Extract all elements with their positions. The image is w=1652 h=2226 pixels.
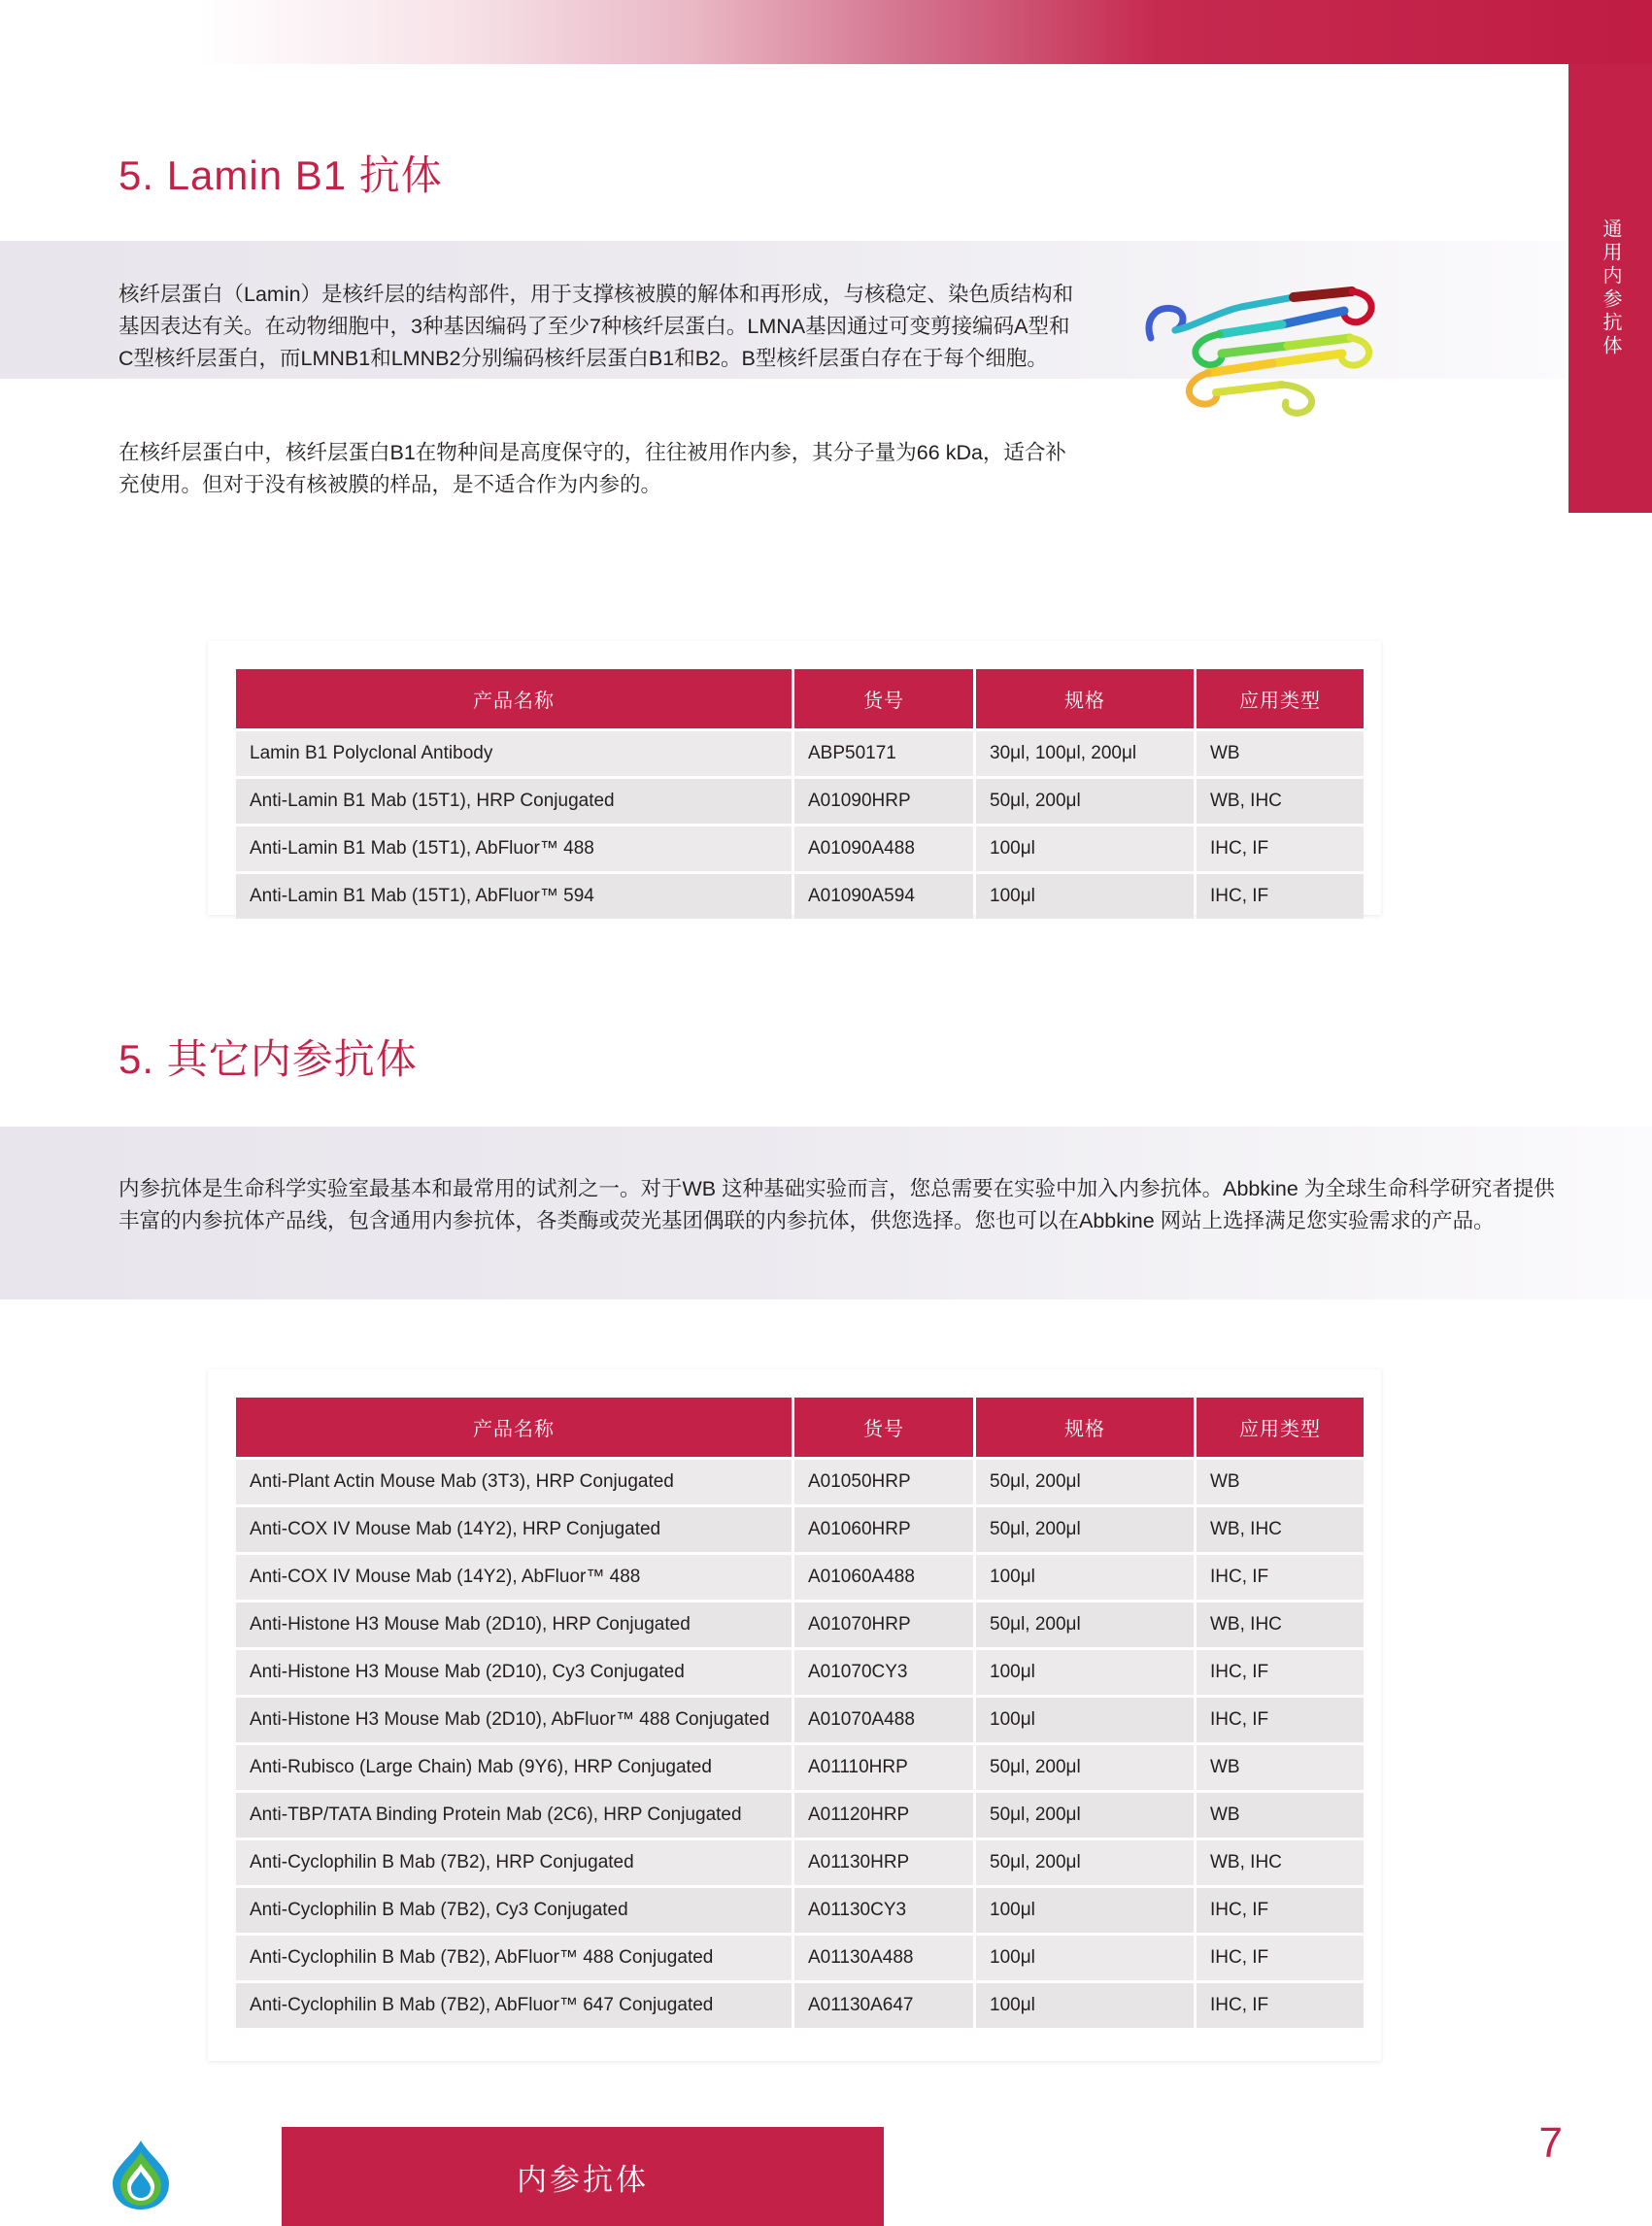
cell-catalog-number: ABP50171 (794, 731, 973, 776)
cell-application: IHC, IF (1197, 1983, 1364, 2028)
cell-specification: 50μl, 200μl (976, 1793, 1194, 1838)
th-specification: 规格 (976, 1398, 1194, 1457)
product-table-2 (233, 1395, 1366, 2031)
cell-application: WB (1197, 731, 1364, 776)
table-row (236, 1745, 1364, 1790)
cell-specification: 50μl, 200μl (976, 1460, 1194, 1504)
th-application: 应用类型 (1197, 669, 1364, 728)
cell-product-name: Lamin B1 Polyclonal Antibody (236, 731, 792, 776)
cell-product-name: Anti-Histone H3 Mouse Mab (2D10), Cy3 Conjugated (236, 1650, 792, 1695)
th-catalog-number: 货号 (794, 1398, 973, 1457)
th-application: 应用类型 (1197, 1398, 1364, 1457)
cell-catalog-number: A01130HRP (794, 1840, 973, 1885)
cell-specification: 100μl (976, 1936, 1194, 1980)
cell-catalog-number: A01120HRP (794, 1793, 973, 1838)
table-row (236, 1888, 1364, 1933)
cell-product-name: Anti-Lamin B1 Mab (15T1), AbFluor™ 594 (236, 874, 792, 919)
cell-application: IHC, IF (1197, 1936, 1364, 1980)
cell-specification: 50μl, 200μl (976, 1840, 1194, 1885)
cell-application: IHC, IF (1197, 1650, 1364, 1695)
table-row (236, 1507, 1364, 1552)
cell-application: WB, IHC (1197, 1602, 1364, 1647)
cell-catalog-number: A01110HRP (794, 1745, 973, 1790)
table-row (236, 1983, 1364, 2028)
table-row (236, 1650, 1364, 1695)
product-table-1 (233, 666, 1366, 922)
cell-specification: 100μl (976, 826, 1194, 871)
cell-product-name: Anti-COX IV Mouse Mab (14Y2), AbFluor™ 488 (236, 1555, 792, 1600)
cell-product-name: Anti-COX IV Mouse Mab (14Y2), HRP Conjugated (236, 1507, 792, 1552)
cell-catalog-number: A01090HRP (794, 779, 973, 824)
cell-specification: 100μl (976, 1698, 1194, 1742)
intro-paragraph-1: 核纤层蛋白（Lamin）是核纤层的结构部件，用于支撑核被膜的解体和再形成，与核稳定、染色质结构和基因表达有关。在动物细胞中，3种基因编码了至少7种核纤层蛋白。LMNA基因通过可变剪接编码A型和C型核纤层蛋白，而LMNB1和LMNB2分别编码核纤层蛋白B1和B2。B型核纤层蛋白存在于每个细胞。 (118, 283, 1074, 370)
table-row (236, 1698, 1364, 1742)
intro-paragraph-3: 内参抗体是生命科学实验室最基本和最常用的试剂之一。对于WB 这种基础实验而言，您总需要在实验中加入内参抗体。Abbkine 为全球生命科学研究者提供丰富的内参抗体产品线，包含通用内参抗体，各类酶或荧光基团偶联的内参抗体，供您选择。您也可以在Abbkine 网站上选择满足您实验需求的产品。 (118, 1177, 1555, 1232)
cell-catalog-number: A01130A647 (794, 1983, 973, 2028)
intro-paragraph-2: 在核纤层蛋白中，核纤层蛋白B1在物种间是高度保守的，往往被用作内参，其分子量为66 kDa，适合补充使用。但对于没有核被膜的样品，是不适合作为内参的。 (118, 441, 1066, 496)
cell-catalog-number: A01050HRP (794, 1460, 973, 1504)
cell-product-name: Anti-Rubisco (Large Chain) Mab (9Y6), HRP Conjugated (236, 1745, 792, 1790)
cell-product-name: Anti-TBP/TATA Binding Protein Mab (2C6), HRP Conjugated (236, 1793, 792, 1838)
cell-specification: 50μl, 200μl (976, 1745, 1194, 1790)
cell-application: WB (1197, 1460, 1364, 1504)
cell-application: IHC, IF (1197, 1888, 1364, 1933)
cell-catalog-number: A01060HRP (794, 1507, 973, 1552)
abbkine-logo-icon (101, 2135, 181, 2214)
cell-application: IHC, IF (1197, 826, 1364, 871)
cell-catalog-number: A01090A488 (794, 826, 973, 871)
side-tab (1568, 64, 1652, 513)
cell-application: IHC, IF (1197, 1698, 1364, 1742)
cell-catalog-number: A01070HRP (794, 1602, 973, 1647)
cell-catalog-number: A01090A594 (794, 874, 973, 919)
cell-product-name: Anti-Cyclophilin B Mab (7B2), AbFluor™ 647 Conjugated (236, 1983, 792, 2028)
th-catalog-number: 货号 (794, 669, 973, 728)
section-title-other-antibodies: 5. 其它内参抗体 (118, 1036, 418, 1082)
cell-product-name: Anti-Lamin B1 Mab (15T1), HRP Conjugated (236, 779, 792, 824)
table-row (236, 1555, 1364, 1600)
footer-bar (282, 2127, 884, 2226)
cell-specification: 100μl (976, 874, 1194, 919)
cell-application: WB, IHC (1197, 1507, 1364, 1552)
cell-product-name: Anti-Cyclophilin B Mab (7B2), AbFluor™ 488 Conjugated (236, 1936, 792, 1980)
table-row (236, 1936, 1364, 1980)
table-row (236, 1840, 1364, 1885)
table-header-row (236, 669, 1364, 728)
table-row (236, 779, 1364, 824)
cell-application: IHC, IF (1197, 874, 1364, 919)
table-row (236, 1460, 1364, 1504)
cell-product-name: Anti-Lamin B1 Mab (15T1), AbFluor™ 488 (236, 826, 792, 871)
section-title-lamin-b1: 5. Lamin B1 抗体 (118, 152, 443, 198)
cell-specification: 100μl (976, 1983, 1194, 2028)
cell-specification: 50μl, 200μl (976, 1507, 1194, 1552)
cell-specification: 100μl (976, 1650, 1194, 1695)
table-header-row (236, 1398, 1364, 1457)
cell-specification: 30μl, 100μl, 200μl (976, 731, 1194, 776)
cell-catalog-number: A01130A488 (794, 1936, 973, 1980)
product-table-card-2 (208, 1369, 1381, 2061)
table-row (236, 874, 1364, 919)
cell-product-name: Anti-Plant Actin Mouse Mab (3T3), HRP Conjugated (236, 1460, 792, 1504)
th-product-name: 产品名称 (236, 669, 792, 728)
cell-specification: 100μl (976, 1888, 1194, 1933)
cell-application: IHC, IF (1197, 1555, 1364, 1600)
table-row (236, 1602, 1364, 1647)
cell-application: WB, IHC (1197, 779, 1364, 824)
cell-product-name: Anti-Cyclophilin B Mab (7B2), HRP Conjugated (236, 1840, 792, 1885)
cell-product-name: Anti-Histone H3 Mouse Mab (2D10), AbFluor™ 488 Conjugated (236, 1698, 792, 1742)
table-row (236, 826, 1364, 871)
cell-application: WB, IHC (1197, 1840, 1364, 1885)
cell-catalog-number: A01060A488 (794, 1555, 973, 1600)
side-tab-label: 通用内参抗体 (1600, 219, 1621, 358)
top-gradient-band (0, 0, 1652, 64)
cell-product-name: Anti-Histone H3 Mouse Mab (2D10), HRP Conjugated (236, 1602, 792, 1647)
cell-catalog-number: A01070CY3 (794, 1650, 973, 1695)
cell-application: WB (1197, 1793, 1364, 1838)
cell-specification: 50μl, 200μl (976, 1602, 1194, 1647)
page-number: 7 (1538, 2119, 1563, 2167)
cell-catalog-number: A01130CY3 (794, 1888, 973, 1933)
footer-bar-label: 内参抗体 (517, 2162, 649, 2197)
cell-specification: 100μl (976, 1555, 1194, 1600)
cell-specification: 50μl, 200μl (976, 779, 1194, 824)
cell-application: WB (1197, 1745, 1364, 1790)
product-table-card-1 (208, 641, 1381, 915)
table-row (236, 731, 1364, 776)
th-product-name: 产品名称 (236, 1398, 792, 1457)
protein-ribbon-illustration (1127, 270, 1408, 435)
table-row (236, 1793, 1364, 1838)
cell-catalog-number: A01070A488 (794, 1698, 973, 1742)
th-specification: 规格 (976, 669, 1194, 728)
cell-product-name: Anti-Cyclophilin B Mab (7B2), Cy3 Conjugated (236, 1888, 792, 1933)
